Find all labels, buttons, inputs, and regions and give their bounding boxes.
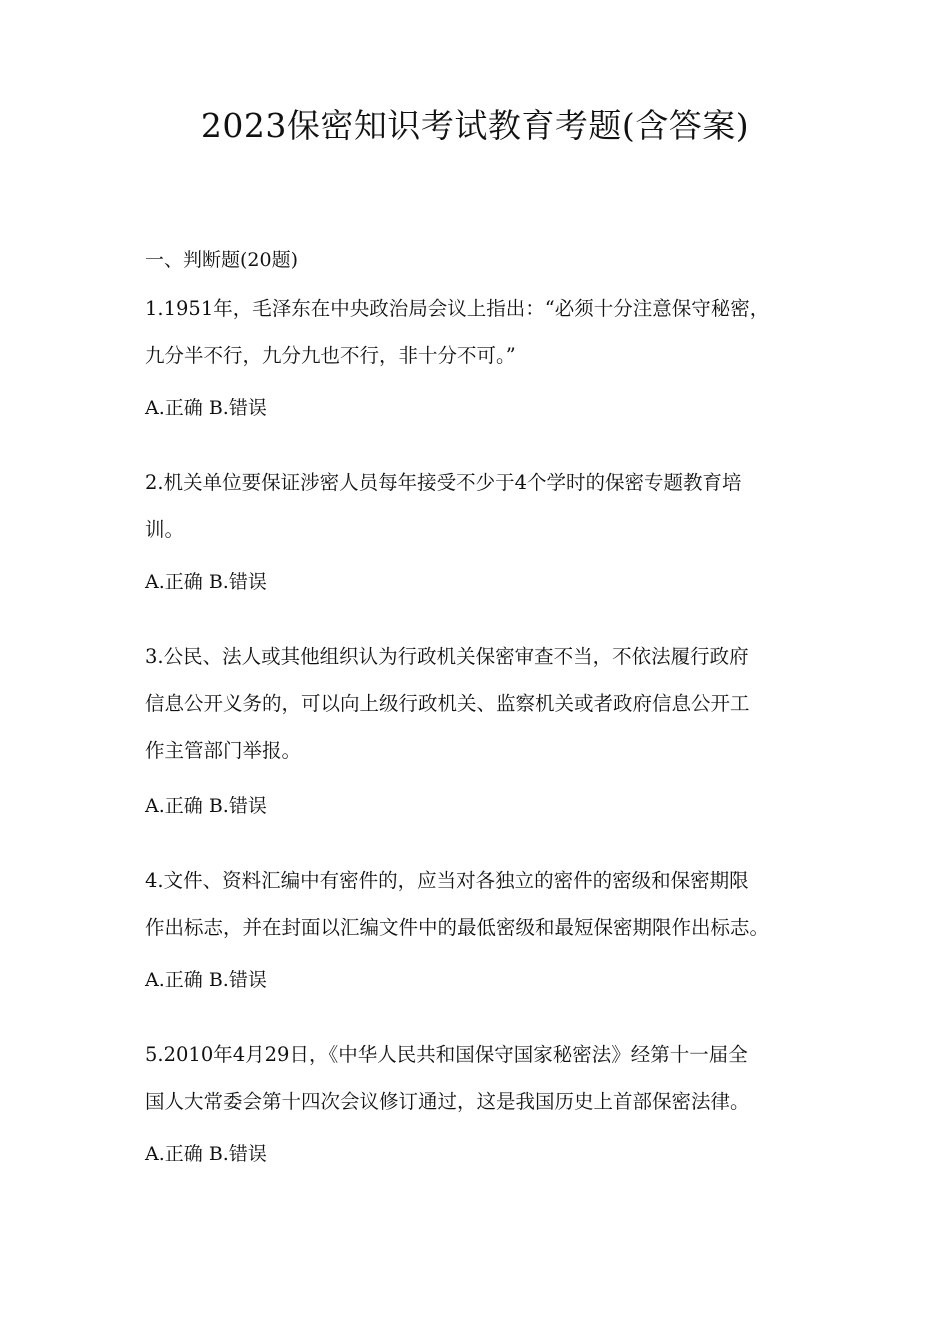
option-b: B.错误 (208, 397, 267, 419)
document-title: 2023保密知识考试教育考题(含答案) (200, 106, 750, 145)
section-heading: 一、判断题(20题) (145, 249, 299, 271)
question-1 (145, 285, 825, 379)
question-5-options (145, 1138, 267, 1170)
question-1-line-2: 九分半不行，九分九也不行，非十分不可。” (145, 344, 516, 367)
option-b: B.错误 (208, 795, 267, 817)
question-3-line-3: 作主管部门举报。 (145, 739, 302, 762)
question-2-line-2: 训。 (145, 518, 185, 541)
question-3-line-2: 信息公开义务的，可以向上级行政机关、监察机关或者政府信息公开工 (145, 692, 750, 715)
option-a: A.正确 (145, 969, 209, 991)
question-2-line-1: 2.机关单位要保证涉密人员每年接受不少于4个学时的保密专题教育培 (145, 471, 742, 494)
question-5 (145, 1031, 825, 1125)
option-a: A.正确 (145, 571, 209, 593)
question-1-line-1: 1.1951年，毛泽东在中央政治局会议上指出：“必须十分注意保守秘密， (145, 297, 770, 320)
question-3 (145, 633, 825, 774)
option-b: B.错误 (208, 969, 267, 991)
question-4-line-2: 作出标志，并在封面以汇编文件中的最低密级和最短保密期限作出标志。 (145, 916, 770, 939)
option-b: B.错误 (208, 571, 267, 593)
question-2-options (145, 566, 267, 598)
question-1-options (145, 392, 267, 424)
question-5-line-1: 5.2010年4月29日，《中华人民共和国保守国家秘密法》经第十一届全 (145, 1043, 748, 1066)
question-4-options (145, 964, 267, 996)
option-b: B.错误 (208, 1143, 267, 1165)
question-5-line-2: 国人大常委会第十四次会议修订通过，这是我国历史上首部保密法律。 (145, 1090, 750, 1113)
question-3-line-1: 3.公民、法人或其他组织认为行政机关保密审查不当，不依法履行政府 (145, 645, 749, 668)
option-a: A.正确 (145, 795, 209, 817)
option-a: A.正确 (145, 1143, 209, 1165)
question-4-line-1: 4.文件、资料汇编中有密件的，应当对各独立的密件的密级和保密期限 (145, 869, 749, 892)
option-a: A.正确 (145, 397, 209, 419)
question-2 (145, 459, 825, 553)
question-4 (145, 857, 825, 951)
question-3-options (145, 790, 267, 822)
